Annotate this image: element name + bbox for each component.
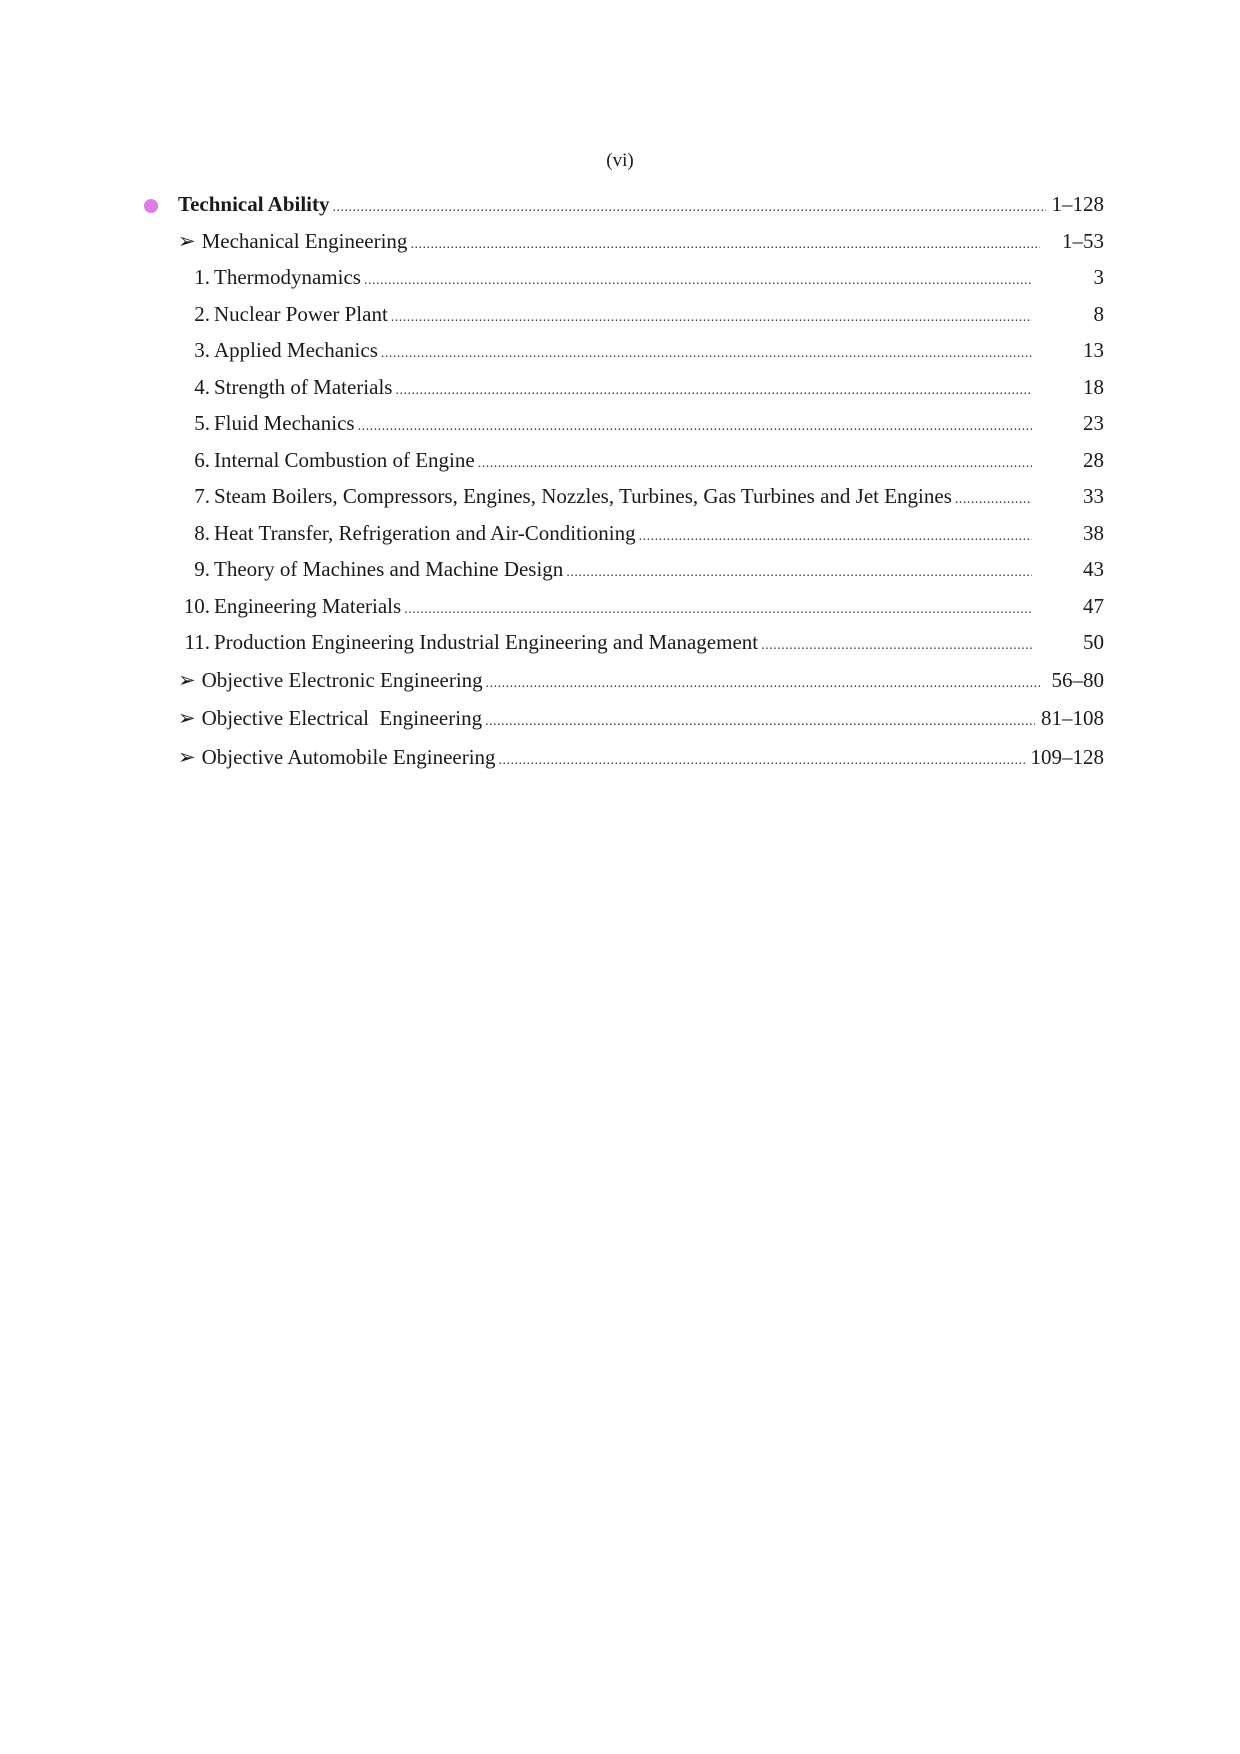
toc-subsection-automobile[interactable]	[178, 740, 1104, 779]
dot-leader	[410, 225, 1040, 262]
arrow-bullet-icon: ➢	[178, 706, 196, 730]
chapter-title: Heat Transfer, Refrigeration and Air-Conditioning	[214, 520, 636, 545]
chapter-title: Thermodynamics	[214, 265, 361, 289]
dot-leader	[381, 334, 1032, 371]
dot-leader	[499, 740, 1025, 779]
chapter-number: 1.	[194, 265, 210, 289]
chapter-page: 18	[1083, 374, 1104, 399]
chapter-title: Fluid Mechanics	[214, 411, 355, 435]
toc-chapter[interactable]	[178, 444, 1104, 481]
toc-chapter[interactable]	[178, 371, 1104, 408]
chapter-number: 2.	[194, 301, 210, 326]
toc-chapter[interactable]	[178, 480, 1104, 517]
chapter-page: 28	[1083, 447, 1104, 472]
dot-leader	[395, 371, 1032, 408]
toc-chapter[interactable]	[178, 407, 1104, 444]
chapter-title: Nuclear Power Plant	[214, 301, 388, 326]
chapter-number: 4.	[194, 374, 210, 399]
subsection-pages: 81–108	[1041, 706, 1104, 730]
chapter-page: 43	[1083, 557, 1104, 581]
toc-chapter[interactable]	[178, 626, 1104, 663]
chapter-title: Theory of Machines and Machine Design	[214, 557, 564, 581]
toc-chapter[interactable]	[178, 334, 1104, 371]
subsection-title: Objective Automobile Engineering	[201, 744, 496, 769]
chapter-number: 5.	[194, 411, 210, 435]
bullet-icon	[144, 199, 158, 213]
toc-subsection-electrical[interactable]	[178, 701, 1104, 740]
chapter-page: 38	[1083, 520, 1104, 545]
section-pages: 1–128	[1051, 192, 1104, 216]
chapter-title: Applied Mechanics	[214, 338, 378, 362]
chapter-page: 3	[1093, 265, 1104, 289]
chapter-page: 50	[1083, 630, 1104, 654]
dot-leader	[485, 701, 1035, 740]
toc-subsection-mechanical-engineering[interactable]	[178, 225, 1104, 262]
subsection-title: Objective Electronic Engineering	[201, 667, 483, 692]
chapter-number: 10.	[183, 593, 210, 618]
dot-leader	[391, 298, 1032, 335]
dot-leader	[364, 261, 1032, 298]
arrow-bullet-icon: ➢	[178, 228, 196, 253]
page-number: (vi)	[606, 150, 634, 171]
chapter-number: 7.	[194, 484, 210, 508]
subsection-pages: 109–128	[1030, 744, 1104, 769]
dot-leader	[358, 407, 1032, 444]
toc-chapter[interactable]	[178, 553, 1104, 590]
dot-leader	[761, 626, 1032, 663]
toc-chapter[interactable]	[178, 298, 1104, 335]
chapter-page: 23	[1083, 411, 1104, 435]
chapter-number: 11.	[184, 630, 210, 654]
subsection-pages: 56–80	[1051, 667, 1104, 692]
dot-leader	[639, 517, 1032, 554]
toc-section-technical-ability[interactable]	[178, 188, 1104, 225]
chapter-title: Steam Boilers, Compressors, Engines, Nozzles, Turbines, Gas Turbines and Jet Engines	[214, 484, 952, 508]
chapter-page: 8	[1093, 301, 1104, 326]
chapter-page: 13	[1083, 338, 1104, 362]
chapter-page: 33	[1083, 484, 1104, 508]
arrow-bullet-icon: ➢	[178, 744, 196, 769]
chapter-title: Internal Combustion of Engine	[214, 447, 475, 472]
toc-chapter[interactable]	[178, 590, 1104, 627]
toc-chapter[interactable]	[178, 517, 1104, 554]
dot-leader	[333, 188, 1046, 225]
chapter-page: 47	[1083, 593, 1104, 618]
toc-chapter[interactable]	[178, 261, 1104, 298]
dot-leader	[404, 590, 1032, 627]
chapter-number: 8.	[194, 520, 210, 545]
subsection-pages: 1–53	[1062, 228, 1104, 253]
dot-leader	[955, 480, 1032, 517]
chapter-title: Engineering Materials	[214, 593, 402, 618]
subsection-title: Mechanical Engineering	[201, 228, 408, 253]
dot-leader	[566, 553, 1032, 590]
dot-leader	[486, 663, 1040, 702]
chapter-title: Production Engineering Industrial Engineering and Management	[214, 630, 759, 654]
chapter-number: 9.	[194, 557, 210, 581]
dot-leader	[478, 444, 1032, 481]
chapter-number: 6.	[194, 447, 210, 472]
chapter-number: 3.	[194, 338, 210, 362]
section-title: Technical Ability	[178, 192, 330, 216]
table-of-contents	[178, 188, 1104, 778]
subsection-title: Objective Electrical Engineering	[201, 706, 483, 730]
toc-subsection-electronic[interactable]	[178, 663, 1104, 702]
arrow-bullet-icon: ➢	[178, 667, 196, 692]
chapter-title: Strength of Materials	[214, 374, 393, 399]
